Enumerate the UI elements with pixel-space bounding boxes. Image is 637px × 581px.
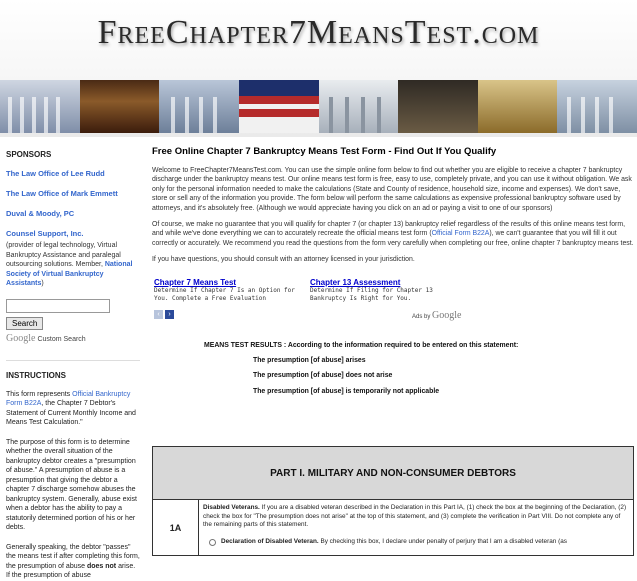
- banner-courthouse-image: [0, 80, 80, 133]
- official-form-b22a-inline-link[interactable]: Official Form B22A: [431, 230, 490, 238]
- intro-paragraph-3: If you have questions, you should consult with an attorney licensed in your jurisdiction.: [152, 256, 415, 264]
- instr-p1-end: , the Chapter 7 Debtor's Statement of Current Monthly Income and Means Test Calculation.": [6, 400, 136, 426]
- row-1a: [153, 500, 633, 556]
- ads-by-google[interactable]: [412, 310, 461, 321]
- row-1a-label: 1A: [153, 500, 199, 556]
- ads-by-text: Ads by: [412, 313, 431, 320]
- instructions-paragraph-2: The purpose of this form is to determine whether the overall situation of the bankruptcy debtor creates a "presumption of abuse." A presumption of abuse is a presumption that giving the debtor a chapter 7 discharge somehow abuses the bankruptcy system. Generally, abuse exist when a debtor has the ability to pay a statutorily determined portion of his or her debts.: [6, 438, 137, 531]
- ad-unit: [152, 272, 634, 326]
- declaration-text: [221, 538, 567, 547]
- intro-p2-end: ), we can't guarantee that you will fill it out correctly or accurately. We recommend you read the questions from the form very carefully when completing our free, online chapter 7 bankruptcy means test.: [152, 230, 634, 247]
- ad-chapter13[interactable]: [310, 278, 460, 303]
- nsvba-link[interactable]: National Society of Virtual Bankruptcy Assistants: [6, 261, 133, 287]
- results-heading: MEANS TEST RESULTS : According to the information required to be entered on this statement:: [204, 341, 519, 349]
- official-form-b22a-link[interactable]: Official Bankruptcy Form B22A: [6, 390, 131, 407]
- intro-paragraph-1: Welcome to FreeChapter7MeansTest.com. You can use the simple online form below to find out whether you are eligible to receive a chapter 7 bankruptcy discharge under the bankruptcy means test. Our online means test form is free, easy to use, completely private, and you can use it without obligation. We ask only for the personal information needed to make the calculations (State and County of residence, household size, income and expenses). We don't save, store or sell any of the information you provide. The form below will perform the same calculations as expensive professional bankruptcy software used by attorneys, and it's absolutely free. (Although we would appreciate having you click on an ad or paying a visit to one of our sponsors): [152, 167, 632, 212]
- declaration-body: By checking this box, I declare under penalty of perjury that I am a disabled veteran (as: [318, 537, 567, 545]
- part-1-section: [152, 446, 634, 556]
- banner-columns-image: [319, 80, 399, 133]
- header-banner: [0, 80, 637, 133]
- ad-chapter13-title[interactable]: Chapter 13 Assessment: [310, 277, 401, 287]
- custom-search-text: Custom Search: [37, 335, 86, 343]
- instructions-paragraph-1: [6, 390, 140, 428]
- sidebar-divider: [6, 360, 140, 361]
- instr-p1-start: This form represents: [6, 390, 73, 398]
- counsel-desc-end: ): [41, 280, 44, 287]
- sponsor-link-lee-rudd[interactable]: The Law Office of Lee Rudd: [6, 169, 105, 178]
- site-header: [0, 0, 637, 137]
- sponsors-heading: SPONSORS: [6, 150, 52, 159]
- counsel-support-description: [6, 241, 140, 289]
- ads-google-logo: Google: [432, 309, 462, 321]
- instr-p3-end: arise. If the presumption of abuse: [6, 562, 136, 579]
- result-presumption-temporarily-not-applicable: The presumption [of abuse] is temporarily not applicable: [253, 387, 440, 395]
- instructions-paragraph-3: [6, 543, 140, 581]
- banner-books-image: [80, 80, 160, 133]
- ad-chapter7[interactable]: [154, 278, 304, 303]
- declaration-title: Declaration of Disabled Veteran.: [221, 537, 319, 545]
- ad-chapter13-text: Determine If Filing for Chapter 13 Bankruptcy Is Right for You.: [310, 286, 433, 302]
- result-presumption-arises: The presumption [of abuse] arises: [253, 356, 366, 364]
- row-1a-body: [199, 500, 633, 556]
- banner-flag-gavel-image: [239, 80, 319, 133]
- search-button[interactable]: Search: [6, 317, 43, 330]
- google-logo: Google: [6, 332, 36, 344]
- sponsor-link-mark-emmett[interactable]: The Law Office of Mark Emmett: [6, 189, 118, 198]
- instr-p3-bold: does not: [86, 562, 117, 570]
- banner-courthouse-image-2: [557, 80, 637, 133]
- ad-chapter7-text: Determine If Chapter 7 Is an Option for You. Complete a Free Evaluation: [154, 286, 295, 302]
- sponsor-link-counsel-support[interactable]: Counsel Support, Inc.: [6, 229, 84, 238]
- sidebar: [0, 138, 146, 579]
- ad-next-arrow-icon[interactable]: ›: [165, 310, 174, 319]
- disabled-veterans-title: Disabled Veterans.: [203, 504, 260, 511]
- ad-chapter7-title[interactable]: Chapter 7 Means Test: [154, 277, 237, 287]
- part-1-title: PART I. MILITARY AND NON-CONSUMER DEBTORS: [153, 447, 633, 500]
- banner-document-image: [398, 80, 478, 133]
- google-custom-search-label: [6, 333, 140, 344]
- ad-navigation: [154, 310, 174, 319]
- main-content: [152, 138, 634, 551]
- disabled-veteran-declaration: [203, 538, 629, 547]
- intro-paragraph-2: [152, 220, 634, 248]
- search-input[interactable]: [6, 299, 110, 313]
- instructions-heading: INSTRUCTIONS: [6, 370, 66, 380]
- site-logo[interactable]: FreeChapter7MeansTest.com: [97, 14, 540, 51]
- disabled-veteran-radio[interactable]: [209, 539, 216, 546]
- counsel-desc-text: (provider of legal technology, Virtual Bankruptcy Assistance and paralegal outsourcing solutions. Member,: [6, 242, 121, 268]
- instr-p3-start: Generally speaking, the debtor "passes" the means test if after completing this form, the presumption of abuse: [6, 543, 140, 570]
- page-title: Free Online Chapter 7 Bankruptcy Means Test Form - Find Out If You Qualify: [152, 146, 497, 157]
- means-test-results: [152, 342, 634, 395]
- banner-scales-image: [478, 80, 558, 133]
- result-presumption-does-not-arise: The presumption [of abuse] does not arise: [253, 372, 393, 380]
- banner-capitol-image: [159, 80, 239, 133]
- intro-p2-start: Of course, we make no guarantee that you will qualify for chapter 7 (or chapter 13) bankruptcy relief regardless of the results of this online means test form, and while we've done everything we can to accurately recreate the official means test form (: [152, 221, 626, 238]
- disabled-veterans-text: If you are a disabled veteran described in the Declaration in this Part IA, (1) check the box at the beginning of the Declaration, (2) check the box for "The presumption does not arise" at the top of this statement, and (3) complete the verification in Part VIII. Do not complete any of the remaining parts of this statement.: [203, 504, 627, 529]
- ad-prev-arrow-icon[interactable]: ‹: [154, 310, 163, 319]
- sponsor-link-duval-moody[interactable]: Duval & Moody, PC: [6, 209, 75, 218]
